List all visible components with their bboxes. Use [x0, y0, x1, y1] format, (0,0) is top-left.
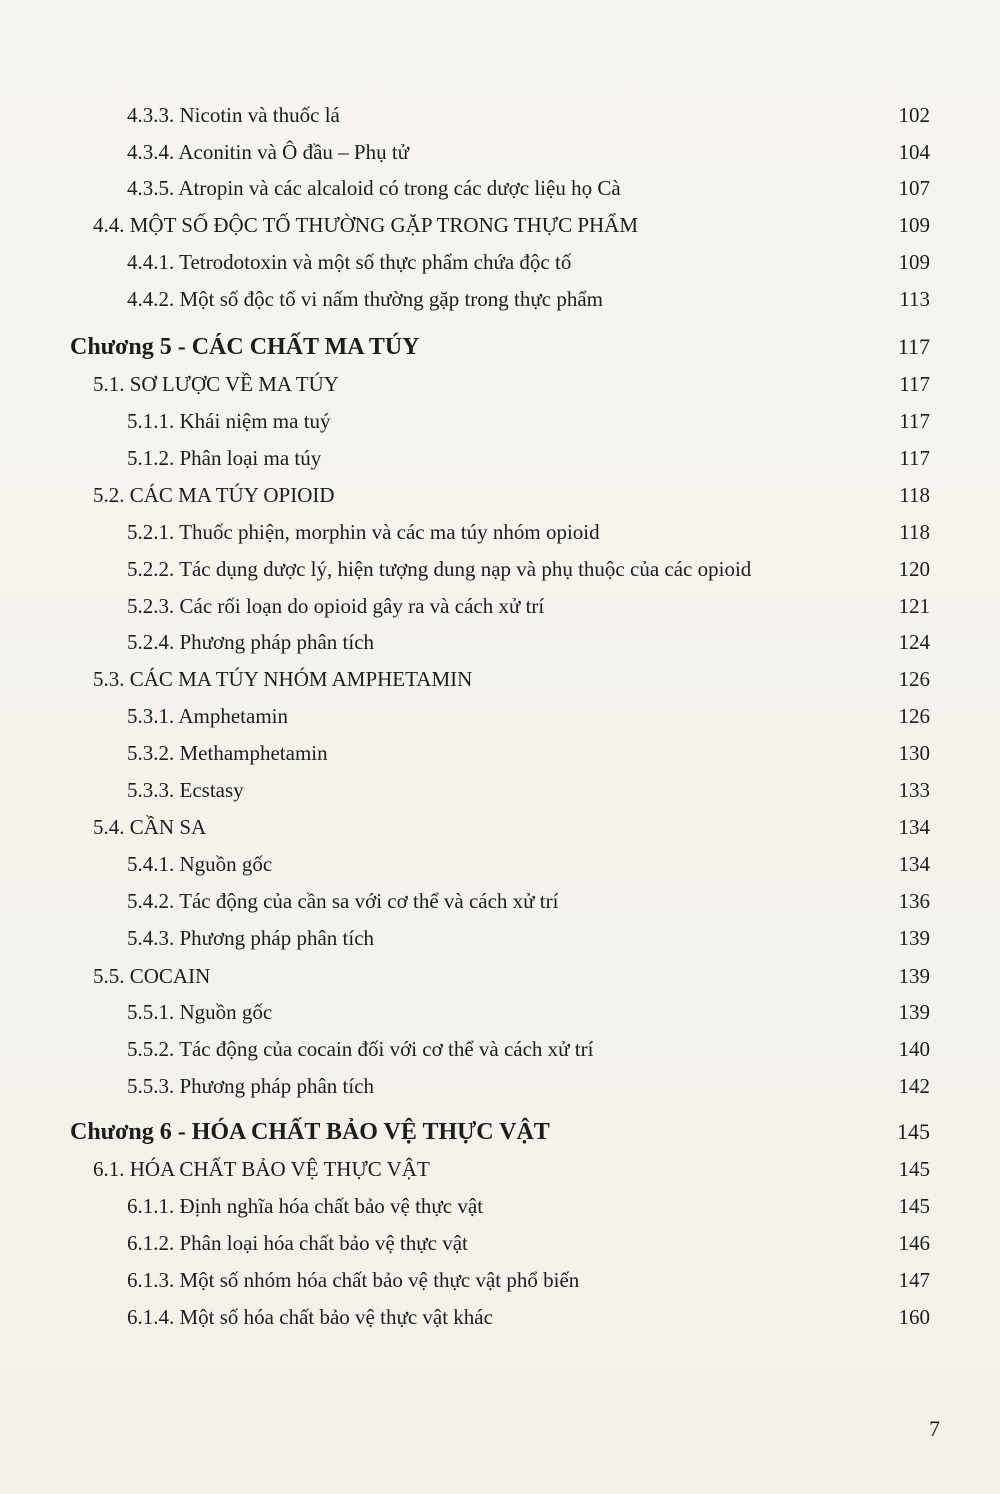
toc-entry-page: 133: [898, 778, 930, 802]
toc-entry-title: 5.3.2. Methamphetamin: [127, 741, 328, 765]
toc-subsection-entry: [0, 772, 1000, 808]
toc-entry-page: 134: [898, 815, 930, 839]
toc-entry-title: 6.1.4. Một số hóa chất bảo vệ thực vật khác: [127, 1305, 493, 1329]
toc-entry-title: 5.3.1. Amphetamin: [127, 704, 288, 728]
toc-section-entry: [0, 958, 1000, 994]
toc-subsection-entry: [0, 551, 1000, 587]
toc-entry-page: 117: [897, 334, 930, 359]
toc-entry-title: 5.5.3. Phương pháp phân tích: [127, 1074, 375, 1098]
toc-entry-page: 130: [898, 741, 930, 765]
toc-entry-page: 113: [899, 287, 930, 311]
toc-subsection-entry: [0, 735, 1000, 771]
toc-entry-page: 126: [898, 704, 930, 728]
toc-entry-page: 102: [898, 103, 930, 127]
toc-entry-title: 5.1.1. Khái niệm ma tuý: [127, 409, 331, 433]
toc-entry-page: 160: [898, 1305, 930, 1329]
toc-subsection-entry: [0, 134, 1000, 170]
toc-entry-page: 109: [898, 213, 930, 237]
toc-entry-page: 118: [899, 520, 930, 544]
toc-entry-page: 142: [898, 1074, 930, 1098]
toc-entry-page: 124: [898, 630, 930, 654]
toc-entry-page: 145: [898, 1157, 930, 1181]
toc-entry-page: 140: [898, 1037, 930, 1061]
toc-subsection-entry: [0, 1068, 1000, 1104]
toc-subsection-entry: [0, 244, 1000, 280]
toc-entry-page: 139: [898, 926, 930, 950]
toc-entry-title: 5.3. CÁC MA TÚY NHÓM AMPHETAMIN: [93, 667, 473, 691]
toc-entry-page: 147: [898, 1268, 930, 1292]
toc-section-entry: [0, 477, 1000, 513]
toc-entry-title: Chương 6 - HÓA CHẤT BẢO VỆ THỰC VẬT: [70, 1119, 550, 1145]
toc-entry-page: 126: [898, 667, 930, 691]
toc-entry-page: 145: [898, 1194, 930, 1218]
toc-subsection-entry: [0, 846, 1000, 882]
toc-chapter-heading: [0, 329, 1000, 365]
toc-subsection-entry: [0, 1262, 1000, 1298]
toc-entry-title: 5.5.1. Nguồn gốc: [127, 1000, 273, 1024]
toc-entry-title: 4.4. MỘT SỐ ĐỘC TỐ THƯỜNG GẶP TRONG THỰC PHẨM: [93, 213, 639, 237]
toc-subsection-entry: [0, 440, 1000, 476]
toc-subsection-entry: [0, 698, 1000, 734]
toc-subsection-entry: [0, 994, 1000, 1030]
toc-entry-page: 146: [898, 1231, 930, 1255]
toc-entry-page: 117: [899, 409, 930, 433]
toc-entry-title: 5.4. CẦN SA: [93, 815, 207, 839]
toc-subsection-entry: [0, 97, 1000, 133]
toc-entry-title: 5.4.3. Phương pháp phân tích: [127, 926, 375, 950]
toc-entry-title: 4.4.1. Tetrodotoxin và một số thực phẩm chứa độc tố: [127, 250, 572, 274]
page-number: 7: [929, 1416, 940, 1441]
toc-subsection-entry: [0, 281, 1000, 317]
toc-entry-page: 109: [898, 250, 930, 274]
toc-entry-title: 5.3.3. Ecstasy: [127, 778, 244, 802]
toc-subsection-entry: [0, 170, 1000, 206]
toc-entry-title: 5.2.1. Thuốc phiện, morphin và các ma túy nhóm opioid: [127, 520, 600, 544]
toc-entry-title: 4.3.4. Aconitin và Ô đầu – Phụ tử: [127, 140, 410, 164]
toc-section-entry: [0, 1151, 1000, 1187]
toc-subsection-entry: [0, 403, 1000, 439]
toc-entry-page: 120: [898, 557, 930, 581]
toc-entry-title: 4.3.3. Nicotin và thuốc lá: [127, 103, 340, 127]
toc-entry-title: 5.2. CÁC MA TÚY OPIOID: [93, 483, 335, 507]
toc-entry-title: 4.3.5. Atropin và các alcaloid có trong các dược liệu họ Cà: [127, 176, 621, 200]
toc-entry-title: 5.4.1. Nguồn gốc: [127, 852, 273, 876]
toc-section-entry: [0, 366, 1000, 402]
toc-entry-page: 117: [899, 446, 930, 470]
toc-entry-title: 5.5.2. Tác động của cocain đối với cơ thể và cách xử trí: [127, 1037, 594, 1061]
toc-entry-title: 4.4.2. Một số độc tố vi nấm thường gặp trong thực phẩm: [127, 287, 603, 311]
toc-entry-page: 136: [898, 889, 930, 913]
toc-entry-page: 118: [899, 483, 930, 507]
toc-entry-page: 134: [898, 852, 930, 876]
toc-entry-title: 6.1. HÓA CHẤT BẢO VỆ THỰC VẬT: [93, 1157, 430, 1181]
toc-entry-page: 121: [898, 594, 930, 618]
toc-chapter-heading: [0, 1114, 1000, 1150]
toc-subsection-entry: [0, 1188, 1000, 1224]
toc-subsection-entry: [0, 1031, 1000, 1067]
toc-entry-title: 5.1. SƠ LƯỢC VỀ MA TÚY: [93, 372, 339, 396]
toc-section-entry: [0, 207, 1000, 243]
toc-section-entry: [0, 809, 1000, 845]
toc-entry-page: 139: [898, 964, 930, 988]
toc-section-entry: [0, 661, 1000, 697]
toc-subsection-entry: [0, 883, 1000, 919]
toc-entry-title: 5.2.4. Phương pháp phân tích: [127, 630, 375, 654]
toc-entry-title: 6.1.3. Một số nhóm hóa chất bảo vệ thực vật phổ biến: [127, 1268, 580, 1292]
toc-entry-title: 6.1.1. Định nghĩa hóa chất bảo vệ thực vật: [127, 1194, 484, 1218]
toc-subsection-entry: [0, 1225, 1000, 1261]
toc-subsection-entry: [0, 588, 1000, 624]
toc-subsection-entry: [0, 624, 1000, 660]
toc-entry-title: 5.2.2. Tác dụng dược lý, hiện tượng dung nạp và phụ thuộc của các opioid: [127, 557, 752, 581]
toc-entry-page: 139: [898, 1000, 930, 1024]
toc-entry-title: 6.1.2. Phân loại hóa chất bảo vệ thực vật: [127, 1231, 468, 1255]
toc-subsection-entry: [0, 514, 1000, 550]
toc-entry-title: 5.4.2. Tác động của cần sa với cơ thể và cách xử trí: [127, 889, 559, 913]
toc-entry-page: 104: [898, 140, 930, 164]
toc-entry-title: 5.1.2. Phân loại ma túy: [127, 446, 322, 470]
toc-entry-title: Chương 5 - CÁC CHẤT MA TÚY: [70, 334, 420, 360]
toc-entry-page: 107: [898, 176, 930, 200]
toc-entry-page: 117: [899, 372, 930, 396]
toc-subsection-entry: [0, 1299, 1000, 1335]
toc-entry-title: 5.2.3. Các rối loạn do opioid gây ra và cách xử trí: [127, 594, 545, 618]
toc-entry-title: 5.5. COCAIN: [93, 964, 211, 988]
toc-entry-page: 145: [897, 1119, 930, 1144]
toc-subsection-entry: [0, 920, 1000, 956]
